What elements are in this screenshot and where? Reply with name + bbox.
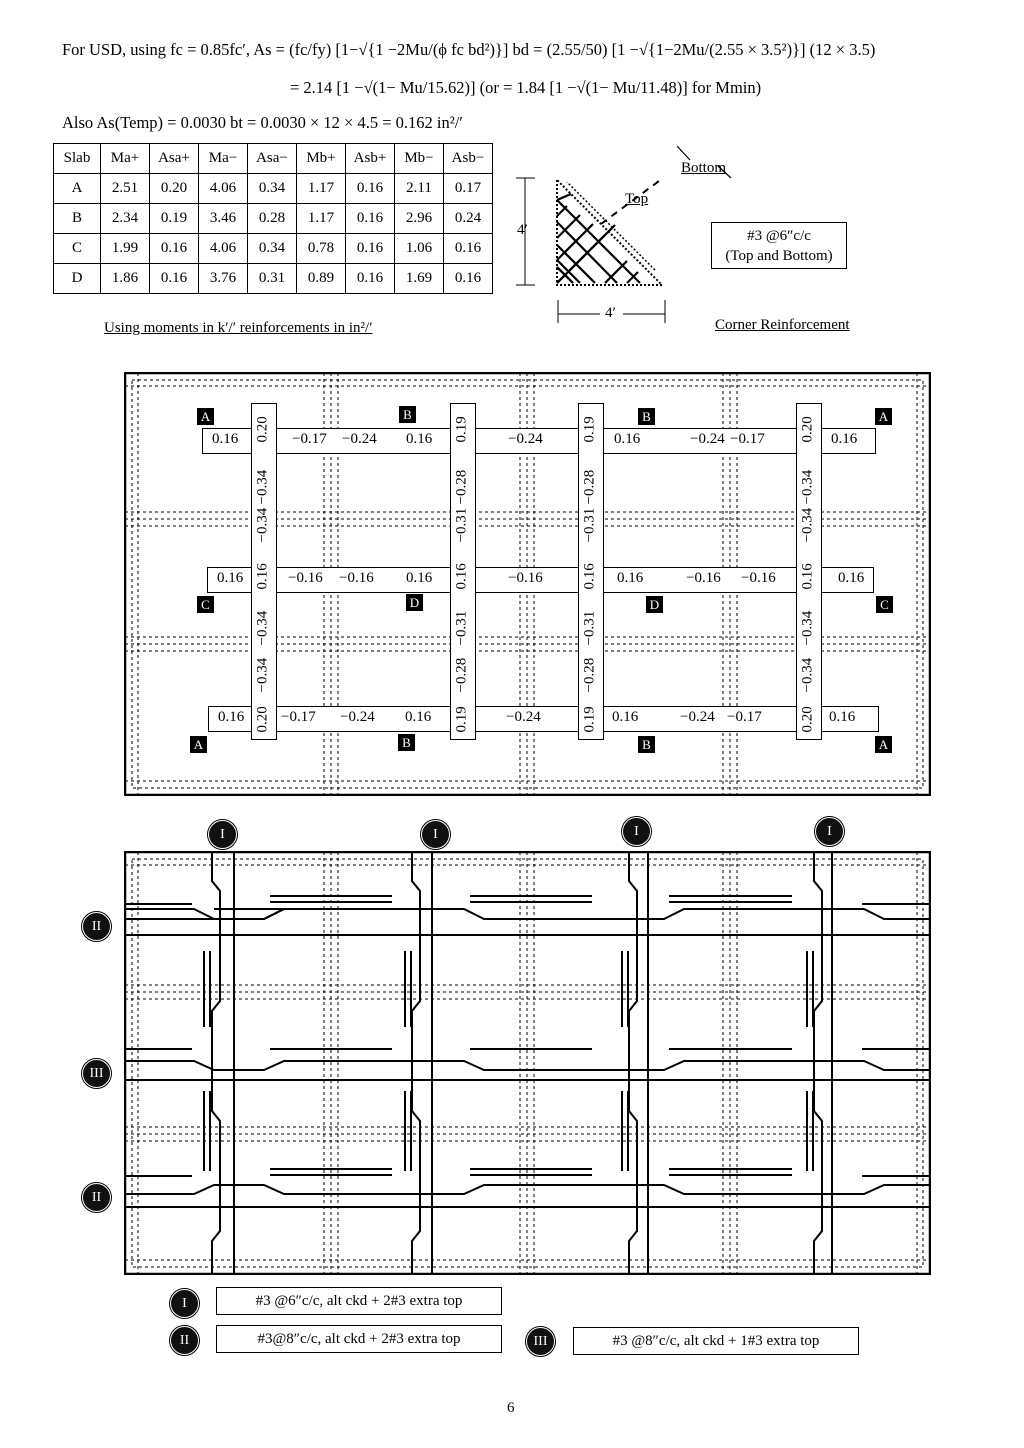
vbar-value: −0.34 — [254, 657, 271, 693]
hbar-value: 0.16 — [838, 570, 865, 586]
slab-label: D — [406, 594, 423, 611]
vbar-value: −0.28 — [453, 469, 470, 505]
hbar-value: −0.24 — [690, 431, 725, 447]
legend-I: #3 @6″c/c, alt ckd + 2#3 extra top — [216, 1287, 502, 1315]
page-number: 6 — [507, 1400, 515, 1416]
vbar-value: 0.20 — [254, 706, 271, 733]
slab-plan-values — [124, 372, 931, 796]
slab-label: C — [197, 596, 214, 613]
table-cell: 0.17 — [444, 174, 493, 204]
slab-label: B — [398, 734, 415, 751]
vbar-value: −0.34 — [799, 657, 816, 693]
equation-line-1: For USD, using fc = 0.85fc′, As = (fc/fy) [1−√{1 −2Mu/(ϕ fc bd²)}] bd = (2.55/50) [1 −√{1−2Mu/(2.55 × 3.5²)}] (12 × 3.5) — [62, 40, 876, 59]
hbar-value: 0.16 — [212, 431, 239, 447]
legend-marker-I: I — [170, 1289, 199, 1318]
slab-label: B — [638, 408, 655, 425]
table-cell: 0.16 — [346, 264, 395, 294]
hbar-value: −0.16 — [339, 570, 374, 586]
vbar-value: −0.34 — [254, 469, 271, 505]
hbar-value: 0.16 — [831, 431, 858, 447]
legend-III: #3 @8″c/c, alt ckd + 1#3 extra top — [573, 1327, 859, 1355]
vbar-value: 0.19 — [581, 416, 598, 443]
hbar-value: −0.16 — [741, 570, 776, 586]
table-cell: 1.17 — [297, 174, 346, 204]
table-cell: 2.11 — [395, 174, 444, 204]
vbar-value: −0.34 — [254, 507, 271, 543]
hbar-value: −0.17 — [292, 431, 327, 447]
hbar-value: −0.16 — [686, 570, 721, 586]
table-header: Asa− — [248, 144, 297, 174]
table-header: Asb+ — [346, 144, 395, 174]
hbar-value: −0.24 — [342, 431, 377, 447]
vbar-value: 0.16 — [581, 563, 598, 590]
table-cell: 0.16 — [150, 234, 199, 264]
table-cell: 3.46 — [199, 204, 248, 234]
marker-I: I — [208, 820, 237, 849]
table-cell: 4.06 — [199, 174, 248, 204]
hbar-value: 0.16 — [217, 570, 244, 586]
corner-caption: Corner Reinforcement — [715, 317, 850, 333]
vbar-value: 0.19 — [453, 706, 470, 733]
table-cell: 0.16 — [346, 174, 395, 204]
hbar-value: 0.16 — [406, 570, 433, 586]
vbar-value: 0.20 — [254, 416, 271, 443]
equation-line-3: Also As(Temp) = 0.0030 bt = 0.0030 × 12 × 4.5 = 0.162 in²/′ — [62, 113, 463, 132]
hbar-value: −0.24 — [508, 431, 543, 447]
reinforcement-table — [53, 143, 493, 294]
corner-dim-horizontal: 4′ — [605, 305, 616, 321]
table-cell: 1.99 — [101, 234, 150, 264]
slab-label: B — [638, 736, 655, 753]
hbar-value: −0.17 — [727, 709, 762, 725]
vbar-value: −0.31 — [453, 507, 470, 543]
table-cell: 2.34 — [101, 204, 150, 234]
table-caption: Using moments in k′/′ reinforcements in in²/′ — [104, 320, 373, 336]
table-cell: 0.20 — [150, 174, 199, 204]
hbar-value: −0.17 — [730, 431, 765, 447]
slab-label: C — [876, 596, 893, 613]
table-row — [54, 174, 493, 204]
table-header-row — [54, 144, 493, 174]
vbar-value: −0.34 — [799, 469, 816, 505]
table-cell: 0.16 — [346, 234, 395, 264]
table-cell: 0.19 — [150, 204, 199, 234]
table-cell: 0.28 — [248, 204, 297, 234]
table-cell: 0.24 — [444, 204, 493, 234]
table-header: Asb− — [444, 144, 493, 174]
legend-II: #3@8″c/c, alt ckd + 2#3 extra top — [216, 1325, 502, 1353]
vbar-value: −0.34 — [254, 610, 271, 646]
vbar-value: −0.31 — [453, 610, 470, 646]
table-cell: 0.16 — [444, 264, 493, 294]
table-header: Mb+ — [297, 144, 346, 174]
slab-label: D — [646, 596, 663, 613]
vbar-value: −0.34 — [799, 610, 816, 646]
corner-spec-line1: #3 @6″c/c — [747, 228, 811, 244]
table-header: Slab — [54, 144, 101, 174]
table-cell: 0.16 — [346, 204, 395, 234]
table-cell: 0.16 — [150, 264, 199, 294]
hbar-value: −0.17 — [281, 709, 316, 725]
table-cell: 0.34 — [248, 234, 297, 264]
vbar-value: 0.19 — [453, 416, 470, 443]
hbar-value: 0.16 — [829, 709, 856, 725]
hbar-value: 0.16 — [612, 709, 639, 725]
vbar-value: 0.16 — [453, 563, 470, 590]
table-header: Mb− — [395, 144, 444, 174]
hbar-value: −0.16 — [508, 570, 543, 586]
marker-II: II — [82, 912, 111, 941]
vbar-value: 0.20 — [799, 706, 816, 733]
corner-top-label: Top — [625, 191, 649, 207]
marker-I: I — [815, 817, 844, 846]
vbar-value: −0.34 — [799, 507, 816, 543]
vbar-value: 0.16 — [254, 563, 271, 590]
table-cell: 3.76 — [199, 264, 248, 294]
table-cell: 1.06 — [395, 234, 444, 264]
hbar-value: −0.24 — [340, 709, 375, 725]
hbar-value: 0.16 — [405, 709, 432, 725]
table-cell: 2.51 — [101, 174, 150, 204]
marker-I: I — [421, 820, 450, 849]
vbar-value: −0.31 — [581, 610, 598, 646]
hbar-value: 0.16 — [614, 431, 641, 447]
hbar-value: 0.16 — [218, 709, 245, 725]
table-cell: 0.78 — [297, 234, 346, 264]
vbar-value: 0.16 — [799, 563, 816, 590]
slab-label: A — [197, 408, 214, 425]
table-cell: 0.16 — [444, 234, 493, 264]
legend-marker-II: II — [170, 1326, 199, 1355]
table-header: Ma− — [199, 144, 248, 174]
table-cell: A — [54, 174, 101, 204]
table-cell: 2.96 — [395, 204, 444, 234]
table-cell: 4.06 — [199, 234, 248, 264]
corner-spec-line2: (Top and Bottom) — [725, 248, 833, 264]
table-cell: 0.34 — [248, 174, 297, 204]
marker-I: I — [622, 817, 651, 846]
hbar-value: −0.24 — [680, 709, 715, 725]
hbar-value: −0.16 — [288, 570, 323, 586]
table-row — [54, 204, 493, 234]
slab-label: A — [875, 736, 892, 753]
table-cell: 1.69 — [395, 264, 444, 294]
table-cell: B — [54, 204, 101, 234]
vbar-value: −0.28 — [581, 469, 598, 505]
table-cell: D — [54, 264, 101, 294]
vbar-value: −0.28 — [453, 657, 470, 693]
bar-layout-plan — [124, 851, 931, 1275]
table-row — [54, 234, 493, 264]
vbar-value: 0.19 — [581, 706, 598, 733]
slab-label: A — [190, 736, 207, 753]
corner-bottom-label: Bottom — [681, 160, 727, 176]
table-cell: 1.86 — [101, 264, 150, 294]
table-cell: C — [54, 234, 101, 264]
vbar-value: 0.20 — [799, 416, 816, 443]
table-row — [54, 264, 493, 294]
table-header: Asa+ — [150, 144, 199, 174]
legend-marker-III: III — [526, 1327, 555, 1356]
table-cell: 0.31 — [248, 264, 297, 294]
corner-spec-box — [711, 222, 847, 269]
vbar-value: −0.31 — [581, 507, 598, 543]
slab-label: B — [399, 406, 416, 423]
marker-II: II — [82, 1183, 111, 1212]
slab-label: A — [875, 408, 892, 425]
hbar-value: 0.16 — [406, 431, 433, 447]
marker-III: III — [82, 1059, 111, 1088]
corner-dim-vertical: 4′ — [517, 222, 528, 238]
table-cell: 1.17 — [297, 204, 346, 234]
table-cell: 0.89 — [297, 264, 346, 294]
hbar-value: −0.24 — [506, 709, 541, 725]
table-header: Ma+ — [101, 144, 150, 174]
vbar-value: −0.28 — [581, 657, 598, 693]
equation-line-2: = 2.14 [1 −√(1− Mu/15.62)] (or = 1.84 [1 −√(1− Mu/11.48)] for Mmin) — [290, 78, 762, 97]
hbar-value: 0.16 — [617, 570, 644, 586]
